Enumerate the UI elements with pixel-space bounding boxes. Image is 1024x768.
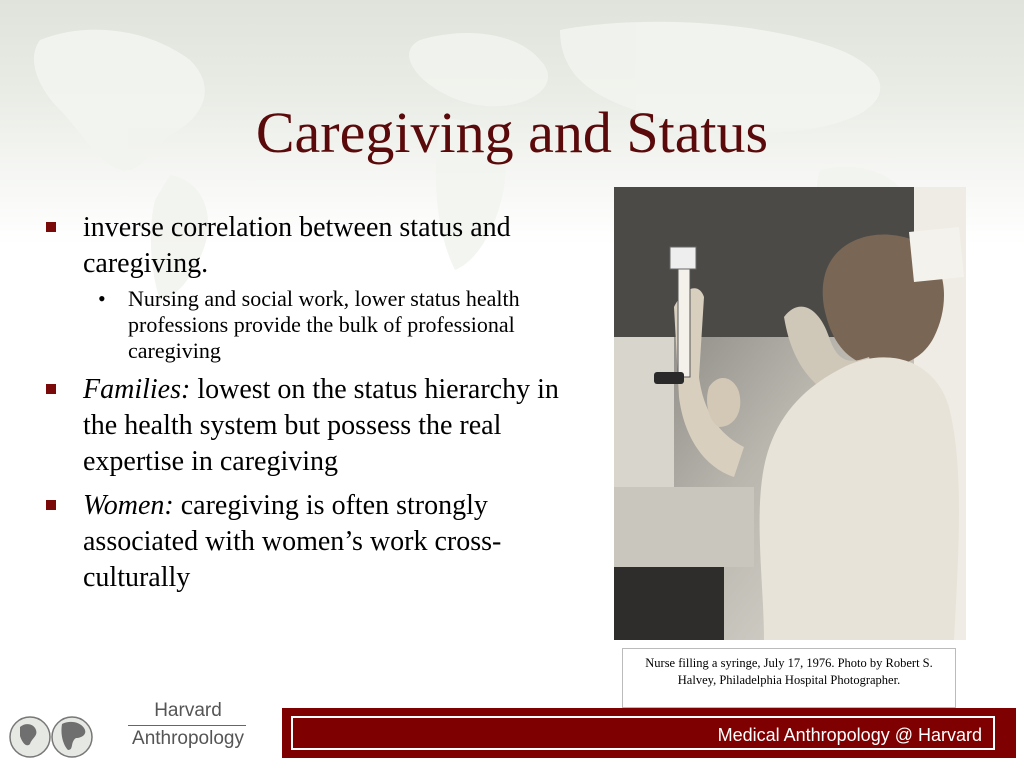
logo-harvard-text: Harvard [154,700,222,721]
bullet-text: caregiving is often strongly associated with women’s work cross-culturally [83,490,502,593]
photo-caption: Nurse filling a syringe, July 17, 1976. Photo by Robert S. Halvey, Philadelphia Hospital Photographer. [622,648,956,708]
sub-bullet-text: Nursing and social work, lower status health professions provide the bulk of professional caregiving [128,286,520,363]
bullet-list [44,210,574,604]
square-bullet-icon [46,222,56,232]
bullet-item [44,488,574,596]
square-bullet-icon [46,384,56,394]
globe-icon [8,712,96,762]
nurse-photo [614,187,966,640]
square-bullet-icon [46,500,56,510]
footer-course-title: Medical Anthropology @ Harvard [717,725,982,745]
bullet-item [44,372,574,480]
bullet-emphasis: Women: [83,490,174,521]
sub-bullet-item [44,286,574,364]
bullet-text: lowest on the status hierarchy in the health system but possess the real expertise in caregiving [83,374,559,477]
bullet-text: inverse correlation between status and caregiving. [83,212,511,279]
dot-bullet-icon: • [98,286,106,311]
bullet-emphasis: Families: [83,374,191,405]
nurse-photo-illustration [614,187,966,640]
bullet-item [44,210,574,364]
sub-bullet-list [83,286,574,364]
logo-anthropology-text: Anthropology [132,728,244,749]
logo-divider [128,725,246,726]
slide-title: Caregiving and Status [255,100,769,165]
